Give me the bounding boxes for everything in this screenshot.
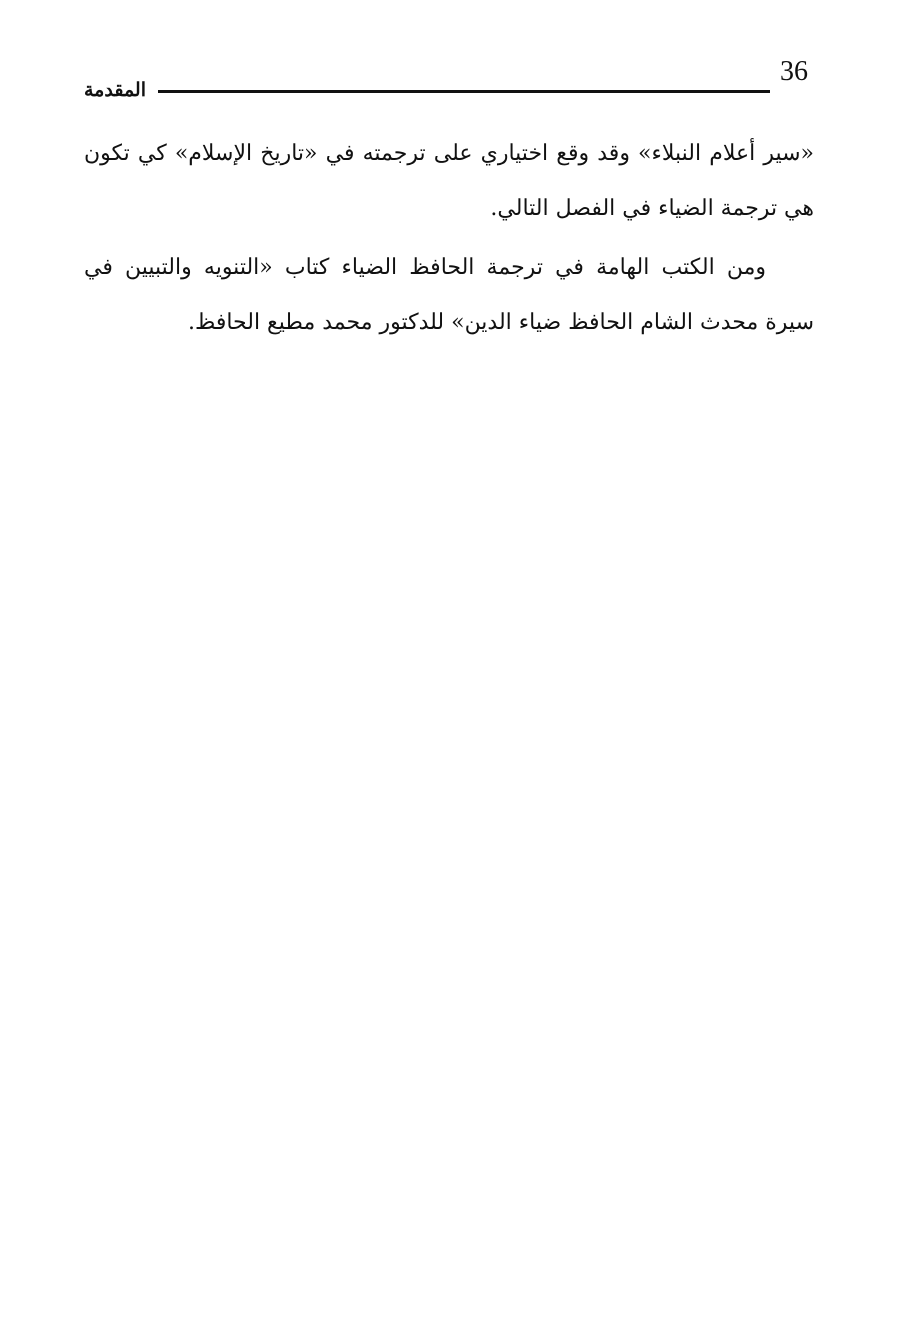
paragraph: ومن الكتب الهامة في ترجمة الحافظ الضياء كتاب «التنويه والتبيين في سيرة محدث الشام الحافظ ضياء الدين» للدكتور محمد مطيع الحافظ. bbox=[84, 255, 814, 335]
page-number: 36 bbox=[780, 56, 808, 87]
page-header bbox=[84, 56, 814, 100]
body-text bbox=[84, 126, 814, 350]
paragraph: «سير أعلام النبلاء» وقد وقع اختياري على ترجمته في «تاريخ الإسلام» كي تكون هي ترجمة الضياء في الفصل التالي. bbox=[84, 141, 814, 221]
running-title: المقدمة bbox=[84, 79, 147, 101]
header-rule bbox=[158, 90, 770, 93]
